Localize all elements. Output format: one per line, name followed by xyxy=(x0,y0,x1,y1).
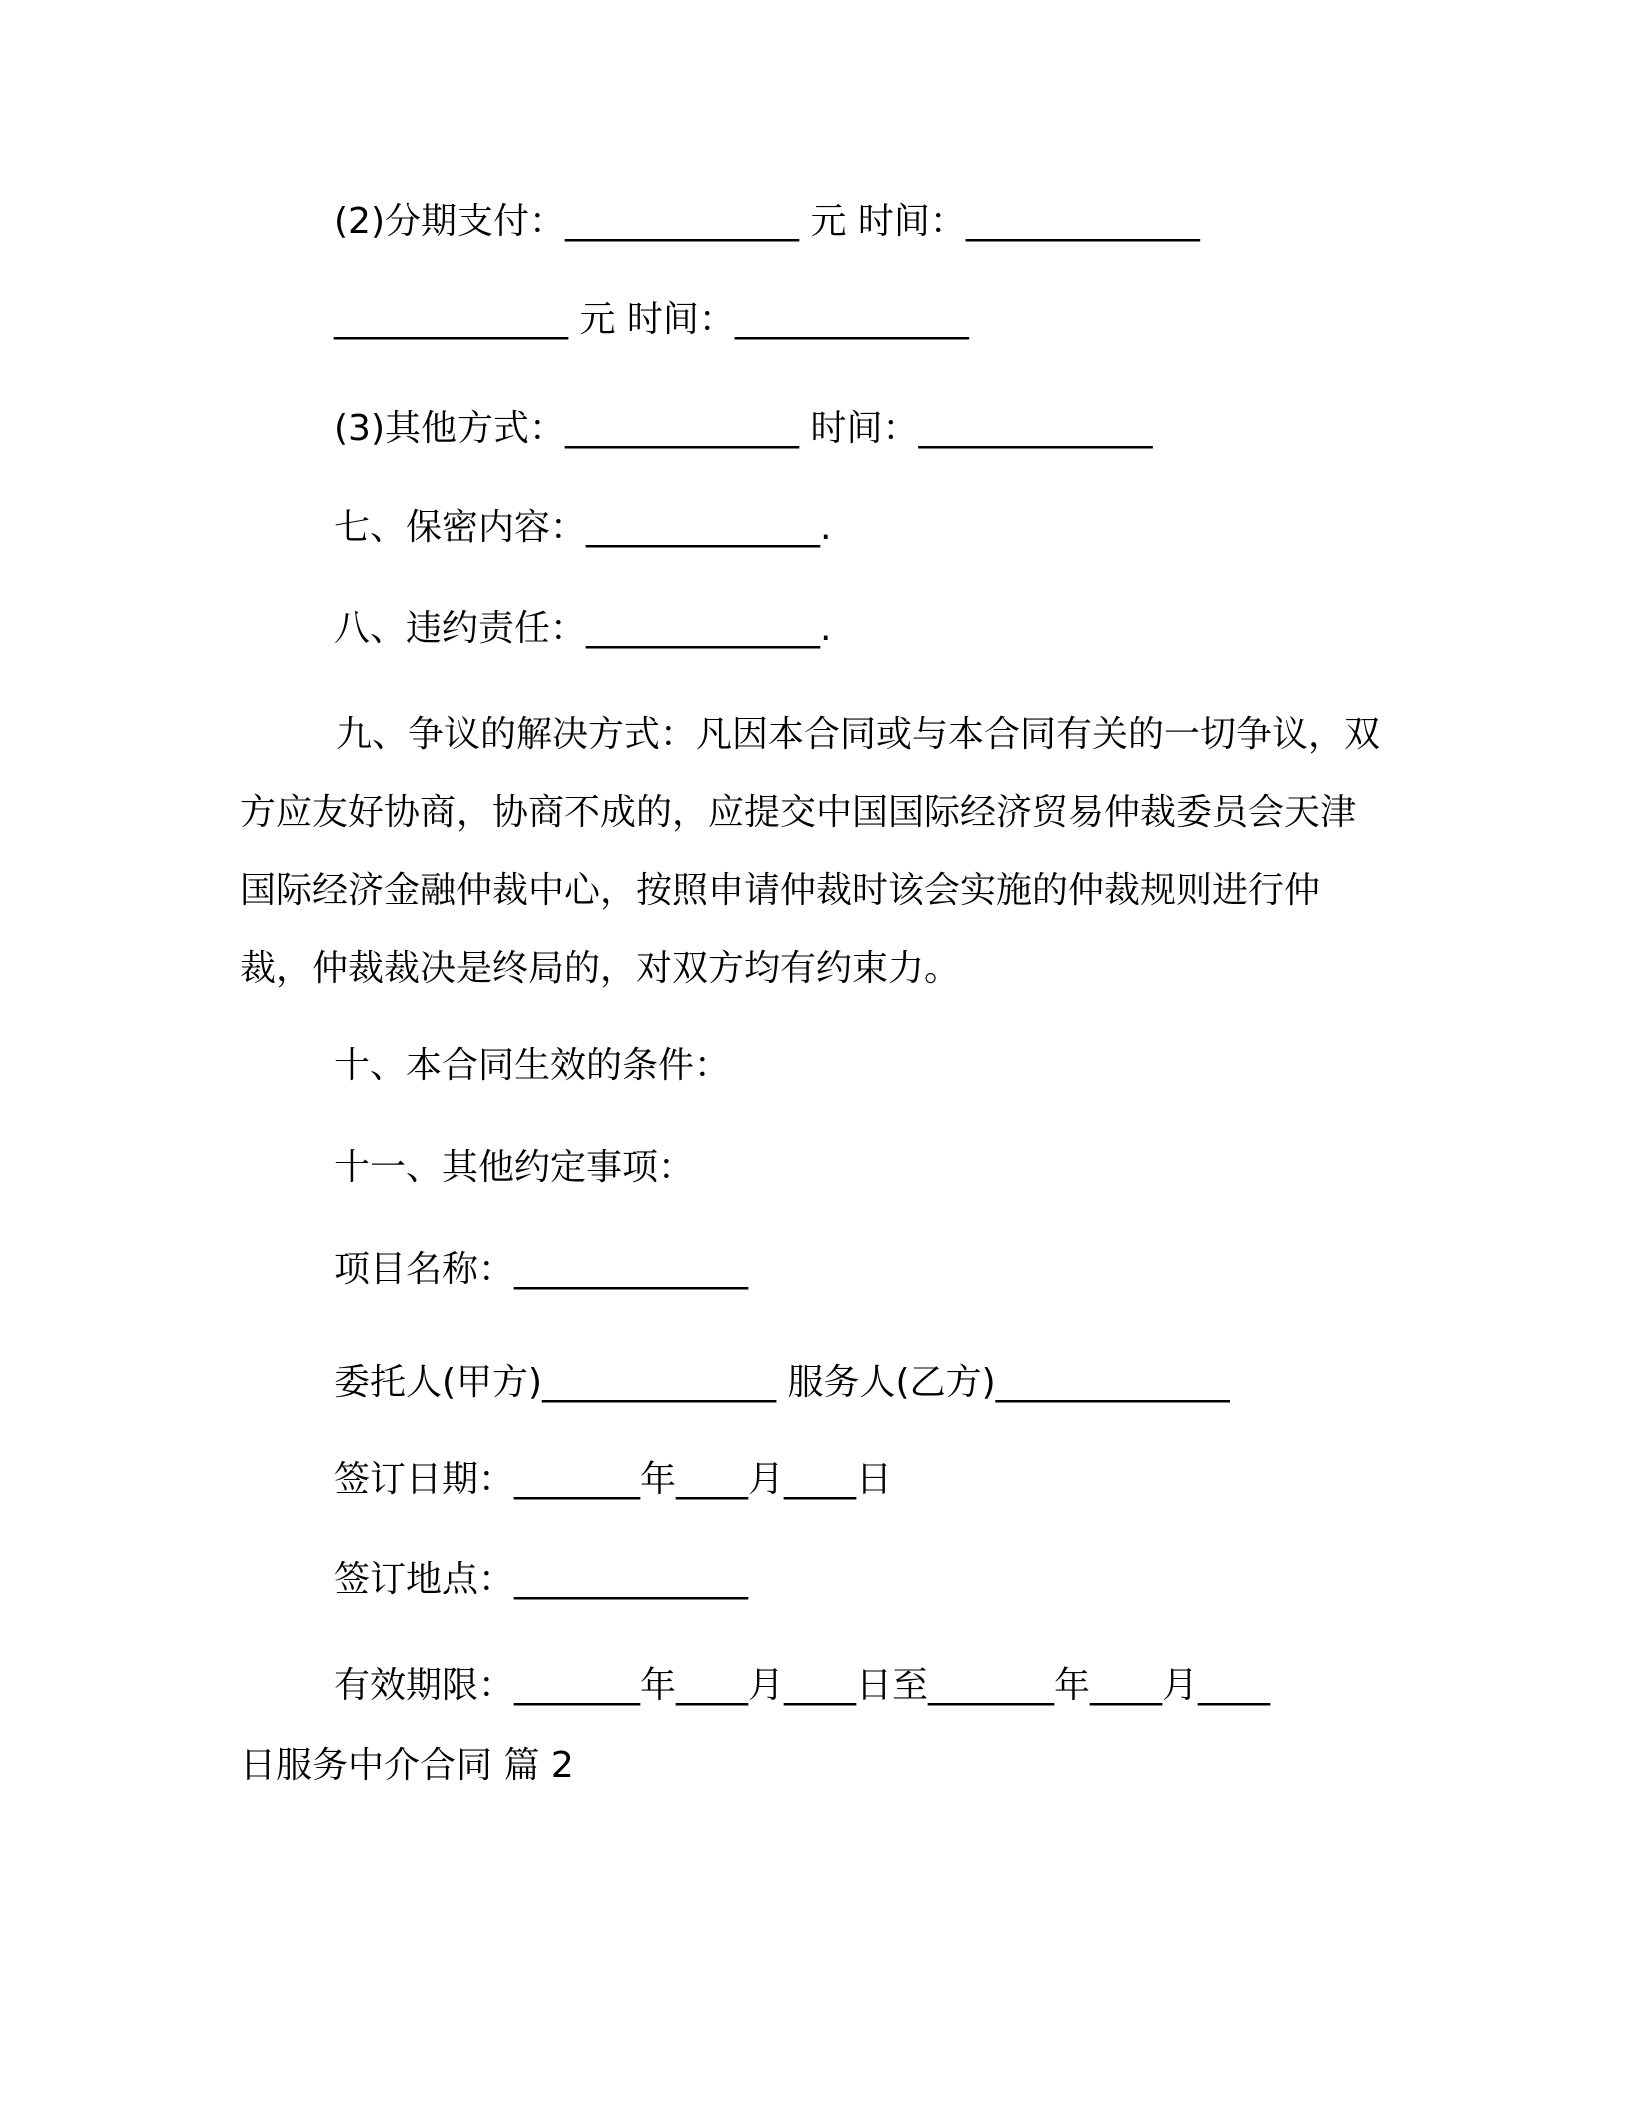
dispute-resolution-paragraph: 九、争议的解决方式：凡因本合同或与本合同有关的一切争议，双方应友好协商，协商不成的，应提交中国国际经济贸易仲裁委员会天津国际经济金融仲裁中心，按照申请仲裁时该会实施的仲裁规则进行仲裁，仲裁裁决是终局的，对双方均有约束力。 xyxy=(240,714,1381,989)
parties-line: 委托人(甲方)_____________ 服务人(乙方)_____________ xyxy=(334,1362,1230,1403)
installment-payment-line: (2)分期支付：_____________ 元 时间：_____________ xyxy=(334,201,1200,242)
other-matters-line: 十一、其他约定事项： xyxy=(334,1147,695,1188)
section-heading-line: 日服务中介合同 篇 2 xyxy=(240,1745,574,1786)
other-payment-line: (3)其他方式：_____________ 时间：_____________ xyxy=(334,408,1153,449)
confidentiality-line: 七、保密内容：_____________. xyxy=(334,507,832,548)
validity-period-line: 有效期限：_______年____月____日至_______年____月____ xyxy=(334,1665,1271,1706)
breach-liability-line: 八、违约责任：_____________. xyxy=(334,608,832,649)
signing-date-line: 签订日期：_______年____月____日 xyxy=(334,1459,893,1500)
signing-place-line: 签订地点：_____________ xyxy=(334,1559,749,1600)
installment-payment-line-2: _____________ 元 时间：_____________ xyxy=(334,299,969,340)
project-name-line: 项目名称：_____________ xyxy=(334,1249,749,1290)
effective-conditions-line: 十、本合同生效的条件： xyxy=(334,1045,731,1086)
